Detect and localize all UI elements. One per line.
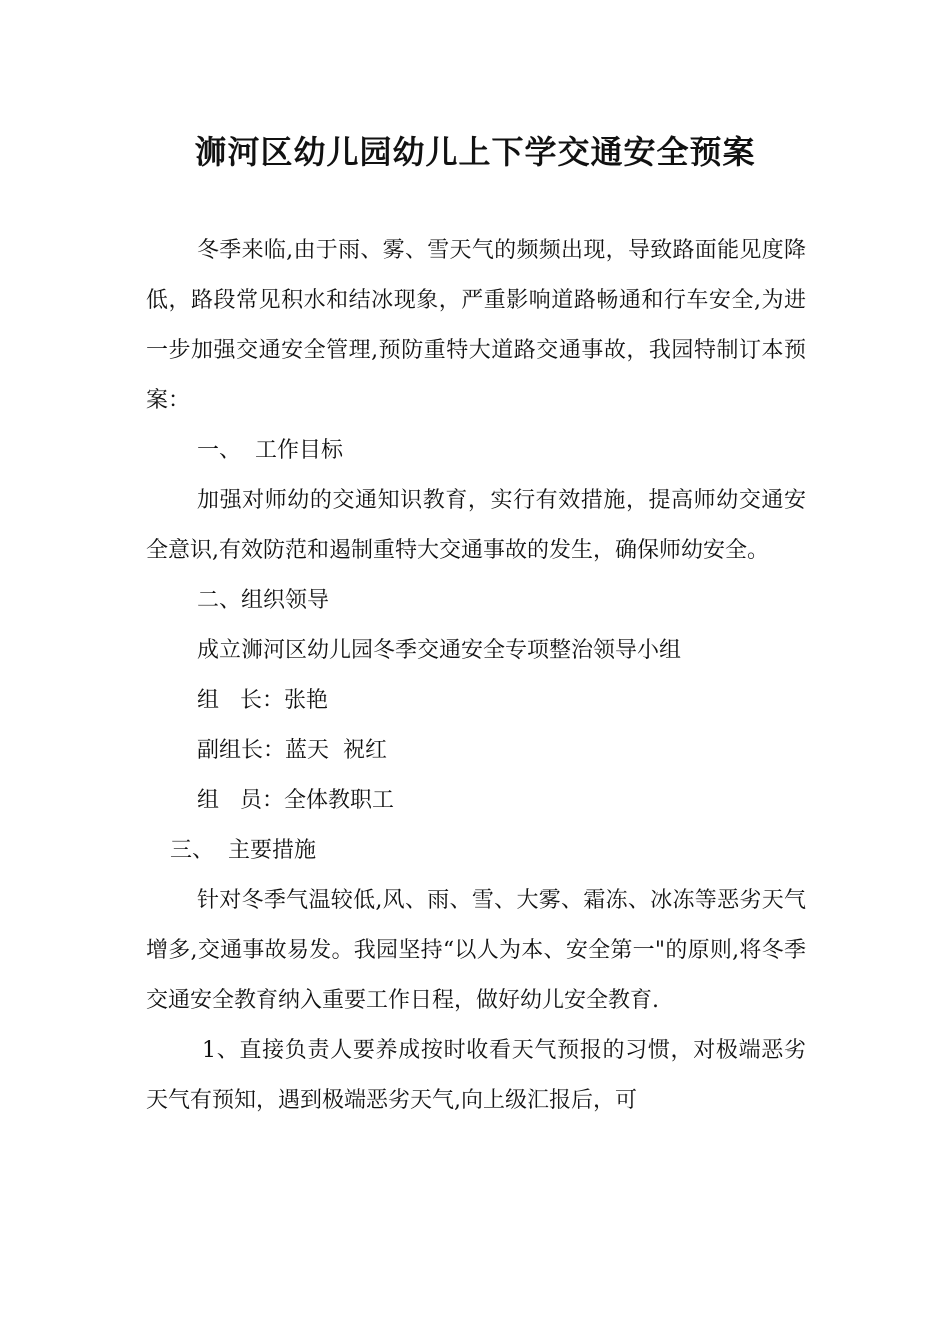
measures-paragraph: 针对冬季气温较低,风、雨、雪、大雾、霜冻、冰冻等恶劣天气增多,交通事故易发。我园坚持“以人为本、安全第一"的原则,将冬季交通安全教育纳入重要工作日程，做好幼儿安全教育. — [146, 888, 806, 1013]
document-title: 浉河区幼儿园幼儿上下学交通安全预案 — [194, 133, 756, 171]
group-members-line: 组 员：全体教职工 — [197, 788, 394, 813]
deputy-leader-line: 副组长：蓝天 祝红 — [197, 738, 387, 763]
section-heading-leadership: 二、组织领导 — [197, 588, 330, 613]
section-heading-goals: 一、 工作目标 — [197, 438, 343, 463]
measure-item-1: 1、直接负责人要养成按时收看天气预报的习惯，对极端恶劣天气有预知，遇到极端恶劣天气,向上级汇报后，可 — [146, 1038, 806, 1113]
document-body — [146, 226, 806, 1126]
leadership-group-line: 成立浉河区幼儿园冬季交通安全专项整治领导小组 — [197, 638, 682, 663]
intro-paragraph: 冬季来临,由于雨、雾、雪天气的频频出现，导致路面能见度降低，路段常见积水和结冰现象，严重影响道路畅通和行车安全,为进一步加强交通安全管理,预防重特大道路交通事故，我园特制订本预案： — [146, 238, 806, 413]
goals-paragraph: 加强对师幼的交通知识教育，实行有效措施，提高师幼交通安全意识,有效防范和遏制重特大交通事故的发生，确保师幼安全。 — [146, 488, 806, 563]
section-heading-measures: 三、 主要措施 — [170, 838, 316, 863]
group-leader-line: 组 长：张艳 — [197, 688, 328, 713]
